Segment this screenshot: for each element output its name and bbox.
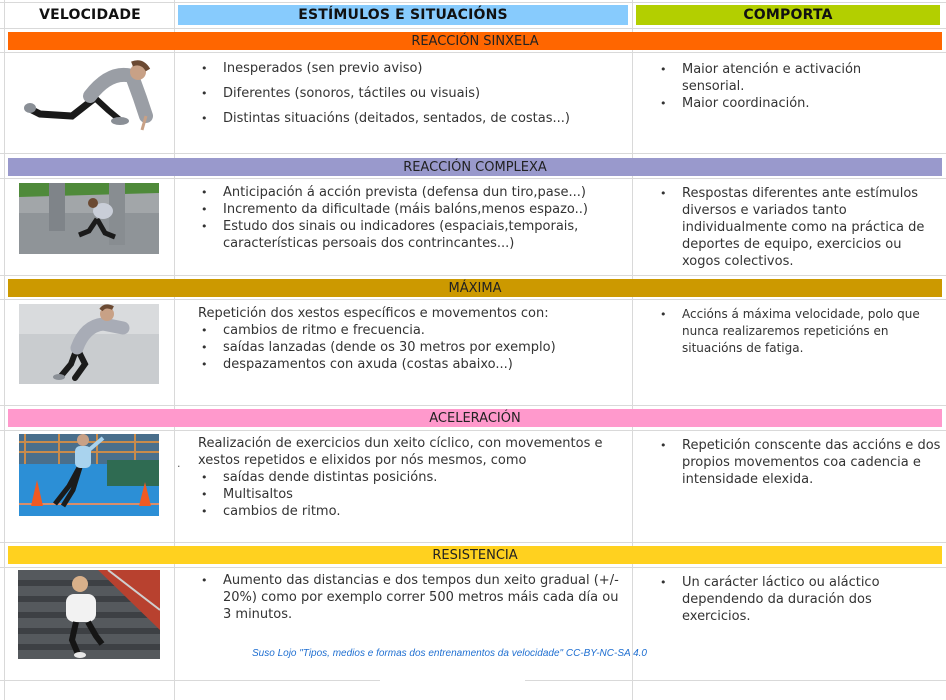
- effects-cell: [657, 185, 942, 270]
- row-divider: [0, 153, 946, 154]
- list-item: • cambios de ritmo e frecuencia.: [198, 322, 630, 339]
- row-divider: [0, 299, 946, 300]
- list-item: • Estudo dos sinais ou indicadores (espaciais,temporais, características persoais dos contrincantes...): [198, 218, 630, 252]
- column-divider: [4, 0, 5, 700]
- row-divider: [0, 567, 946, 568]
- athlete-sprinting-photo: [19, 304, 159, 384]
- list-item: • Maior atención e activación sensorial.: [657, 61, 927, 95]
- column-divider: [174, 0, 175, 700]
- stimuli-cell: [198, 572, 630, 623]
- list-item: • Accións á máxima velocidade, polo que nunca realizaremos repeticións en situacións de fatiga.: [657, 306, 942, 357]
- list-item: • Distintas situacións (deitados, sentados, de costas...): [198, 110, 628, 127]
- athlete-behind-pillar-photo: [19, 183, 159, 254]
- row-divider: [0, 430, 946, 431]
- stimuli-intro: Realización de exercicios dun xeito cíclico, con movementos e xestos repetidos e elixidos por nós mesmos, como: [198, 436, 603, 468]
- stimuli-cell: [198, 305, 630, 373]
- list-item: • cambios de ritmo.: [198, 503, 630, 520]
- stimuli-cell: [198, 60, 628, 135]
- row-divider: [0, 28, 946, 29]
- header-estimulos: ESTÍMULOS E SITUACIÓNS: [178, 5, 628, 25]
- list-item: • Un carácter láctico ou aláctico dependendo da duración dos exercicios.: [657, 574, 942, 625]
- section-band-aceleracion: ACELERACIÓN: [8, 409, 942, 427]
- row-divider: [0, 405, 946, 406]
- stimuli-cell: [198, 184, 630, 252]
- row-divider: [0, 275, 946, 276]
- stimuli-intro: Repetición dos xestos específicos e movementos con:: [198, 306, 549, 321]
- list-item: • Diferentes (sonoros, táctiles ou visuais): [198, 85, 628, 102]
- row-divider: [0, 2, 946, 3]
- row-divider: [525, 680, 946, 681]
- column-divider: [632, 0, 633, 700]
- athlete-crouch-start-photo: [20, 58, 161, 140]
- list-item: • Incremento da dificultade (máis balóns,menos espazo..): [198, 201, 630, 218]
- list-item: • Inesperados (sen previo aviso): [198, 60, 628, 77]
- list-item: • Respostas diferentes ante estímulos diversos e variados tanto individualmente como na práctica de deportes de equipo, exercicios ou xogos colectivos.: [657, 185, 942, 270]
- effects-cell: [657, 306, 942, 357]
- section-band-maxima: MÁXIMA: [8, 279, 942, 297]
- list-item: • Multisaltos: [198, 486, 630, 503]
- row-divider: [0, 680, 380, 681]
- row-divider: [0, 542, 946, 543]
- header-velocidade: VELOCIDADE: [39, 7, 141, 23]
- effects-cell: [657, 61, 927, 112]
- row-divider: [0, 52, 946, 53]
- section-band-resistencia: RESISTENCIA: [8, 546, 942, 564]
- list-item: • Anticipación á acción prevista (defensa dun tiro,pase...): [198, 184, 630, 201]
- list-item: • saídas lanzadas (dende os 30 metros por exemplo): [198, 339, 630, 356]
- list-item: • Repetición conscente das accións e dos propios movementos coa cadencia e intensidade elexida.: [657, 437, 942, 488]
- license-credit: Suso Lojo "Tipos, medios e formas dos entrenamentos da velocidade" CC-BY-NC-SA 4.0: [252, 648, 647, 659]
- header-comporta: COMPORTA: [636, 5, 940, 25]
- section-band-reaccion-sinxela: REACCIÓN SINXELA: [8, 32, 942, 50]
- list-item: • saídas dende distintas posicións.: [198, 469, 630, 486]
- list-item: • Maior coordinación.: [657, 95, 927, 112]
- list-item: • Aumento das distancias e dos tempos dun xeito gradual (+/- 20%) como por exemplo correr 500 metros máis cada día ou 3 minutos.: [198, 572, 630, 623]
- athlete-running-stairs-photo: [18, 570, 160, 659]
- row-divider: [0, 178, 946, 179]
- stimuli-cell: [198, 435, 630, 520]
- effects-cell: [657, 574, 942, 625]
- section-band-reaccion-complexa: REACCIÓN COMPLEXA: [8, 158, 942, 176]
- list-item: • despazamentos con axuda (costas abaixo...): [198, 356, 630, 373]
- effects-cell: [657, 437, 942, 488]
- stray-mark: .: [177, 457, 181, 470]
- athlete-jumping-cones-photo: [19, 434, 159, 516]
